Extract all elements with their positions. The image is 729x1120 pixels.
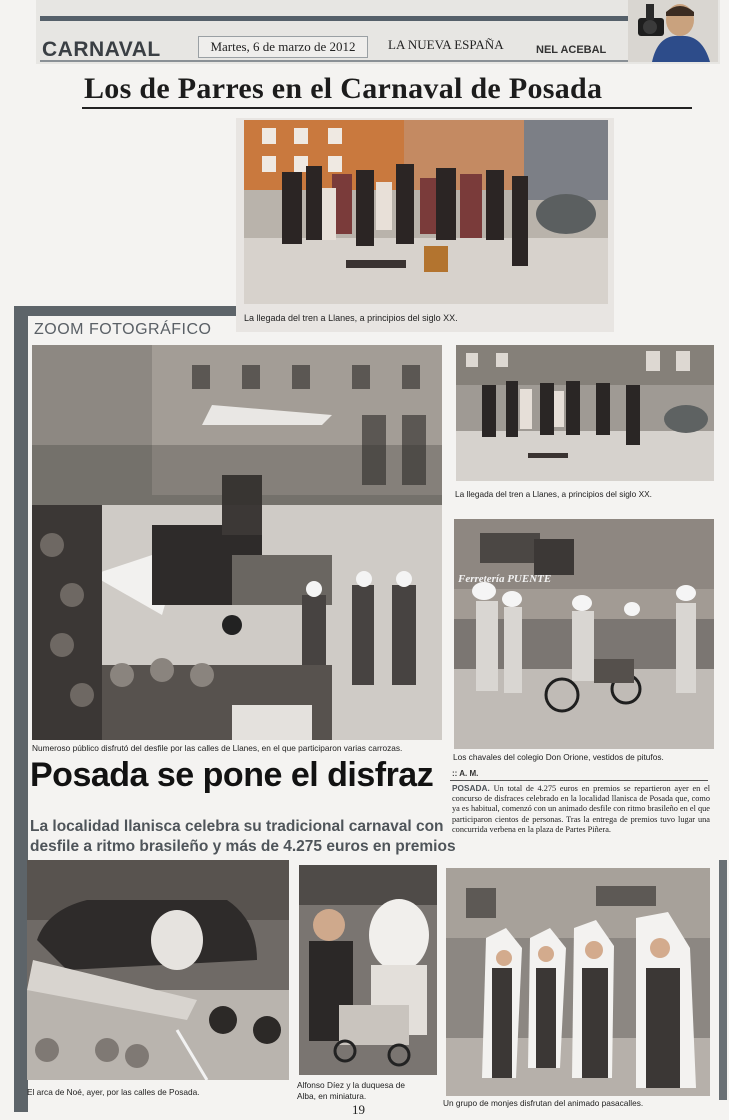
right-edge-bar <box>719 860 727 1100</box>
article-byline: :: A. M. <box>452 769 479 778</box>
article-subheadline: La localidad llanisca celebra su tradicional carnaval con desfile a ritmo brasileño y más de 4.275 euros en premios <box>30 818 456 855</box>
noah-ark-photo <box>27 860 289 1080</box>
duquesa-caption-line1: Alfonso Díez y la duquesa de <box>297 1080 405 1090</box>
duquesa-photo <box>299 865 437 1075</box>
page-number: 19 <box>352 1102 365 1117</box>
train-photo <box>456 345 714 481</box>
parade-photo <box>32 345 442 740</box>
section-title: CARNAVAL <box>42 38 161 61</box>
main-title: Los de Parres en el Carnaval de Posada <box>84 72 603 105</box>
monks-photo <box>446 868 710 1096</box>
newspaper-name: LA NUEVA ESPAÑA <box>388 37 504 52</box>
zoom-frame-top <box>14 306 236 316</box>
article-body <box>452 783 710 835</box>
smurfs-photo-caption: Los chavales del colegio Don Orione, vestidos de pitufos. <box>453 752 664 762</box>
header-rule <box>40 16 718 21</box>
top-photo <box>236 118 614 332</box>
date: Martes, 6 de marzo de 2012 <box>198 36 368 58</box>
top-photo-caption: La llegada del tren a Llanes, a principios del siglo XX. <box>244 313 458 323</box>
zoom-label: ZOOM FOTOGRÁFICO <box>34 321 212 338</box>
duquesa-caption-line2: Alba, en miniatura. <box>297 1091 367 1101</box>
author-name: NEL ACEBAL <box>536 44 607 56</box>
byline-rule <box>450 780 708 781</box>
shop-sign: Ferretería PUENTE <box>458 573 552 585</box>
smurfs-photo <box>454 519 714 749</box>
train-photo-caption: La llegada del tren a Llanes, a principios del siglo XX. <box>455 489 652 499</box>
monks-caption: Un grupo de monjes disfrutan del animado pasacalles. <box>443 1098 644 1108</box>
article-body-text: Un total de 4.275 euros en premios se repartieron ayer en el concurso de disfraces celebrado en la localidad llanisca de Posada que, como ya es habitual, comenzó con un animado desfile con ritmo brasileño en el que participaron cientos de personas. Tras la entrega de premios tuvo lugar una concurrida verbena en la plaza de Partes Piñera. <box>452 784 710 834</box>
parade-photo-caption: Numeroso público disfrutó del desfile por las calles de Llanes, en el que participaron varias carrozas. <box>32 743 403 753</box>
article-location: POSADA. <box>452 783 490 793</box>
author-photo <box>628 0 718 62</box>
title-rule <box>82 107 692 109</box>
zoom-frame-left <box>14 306 28 1112</box>
noah-ark-caption: El arca de Noé, ayer, por las calles de Posada. <box>27 1087 200 1097</box>
article-headline: Posada se pone el disfraz <box>30 756 434 794</box>
